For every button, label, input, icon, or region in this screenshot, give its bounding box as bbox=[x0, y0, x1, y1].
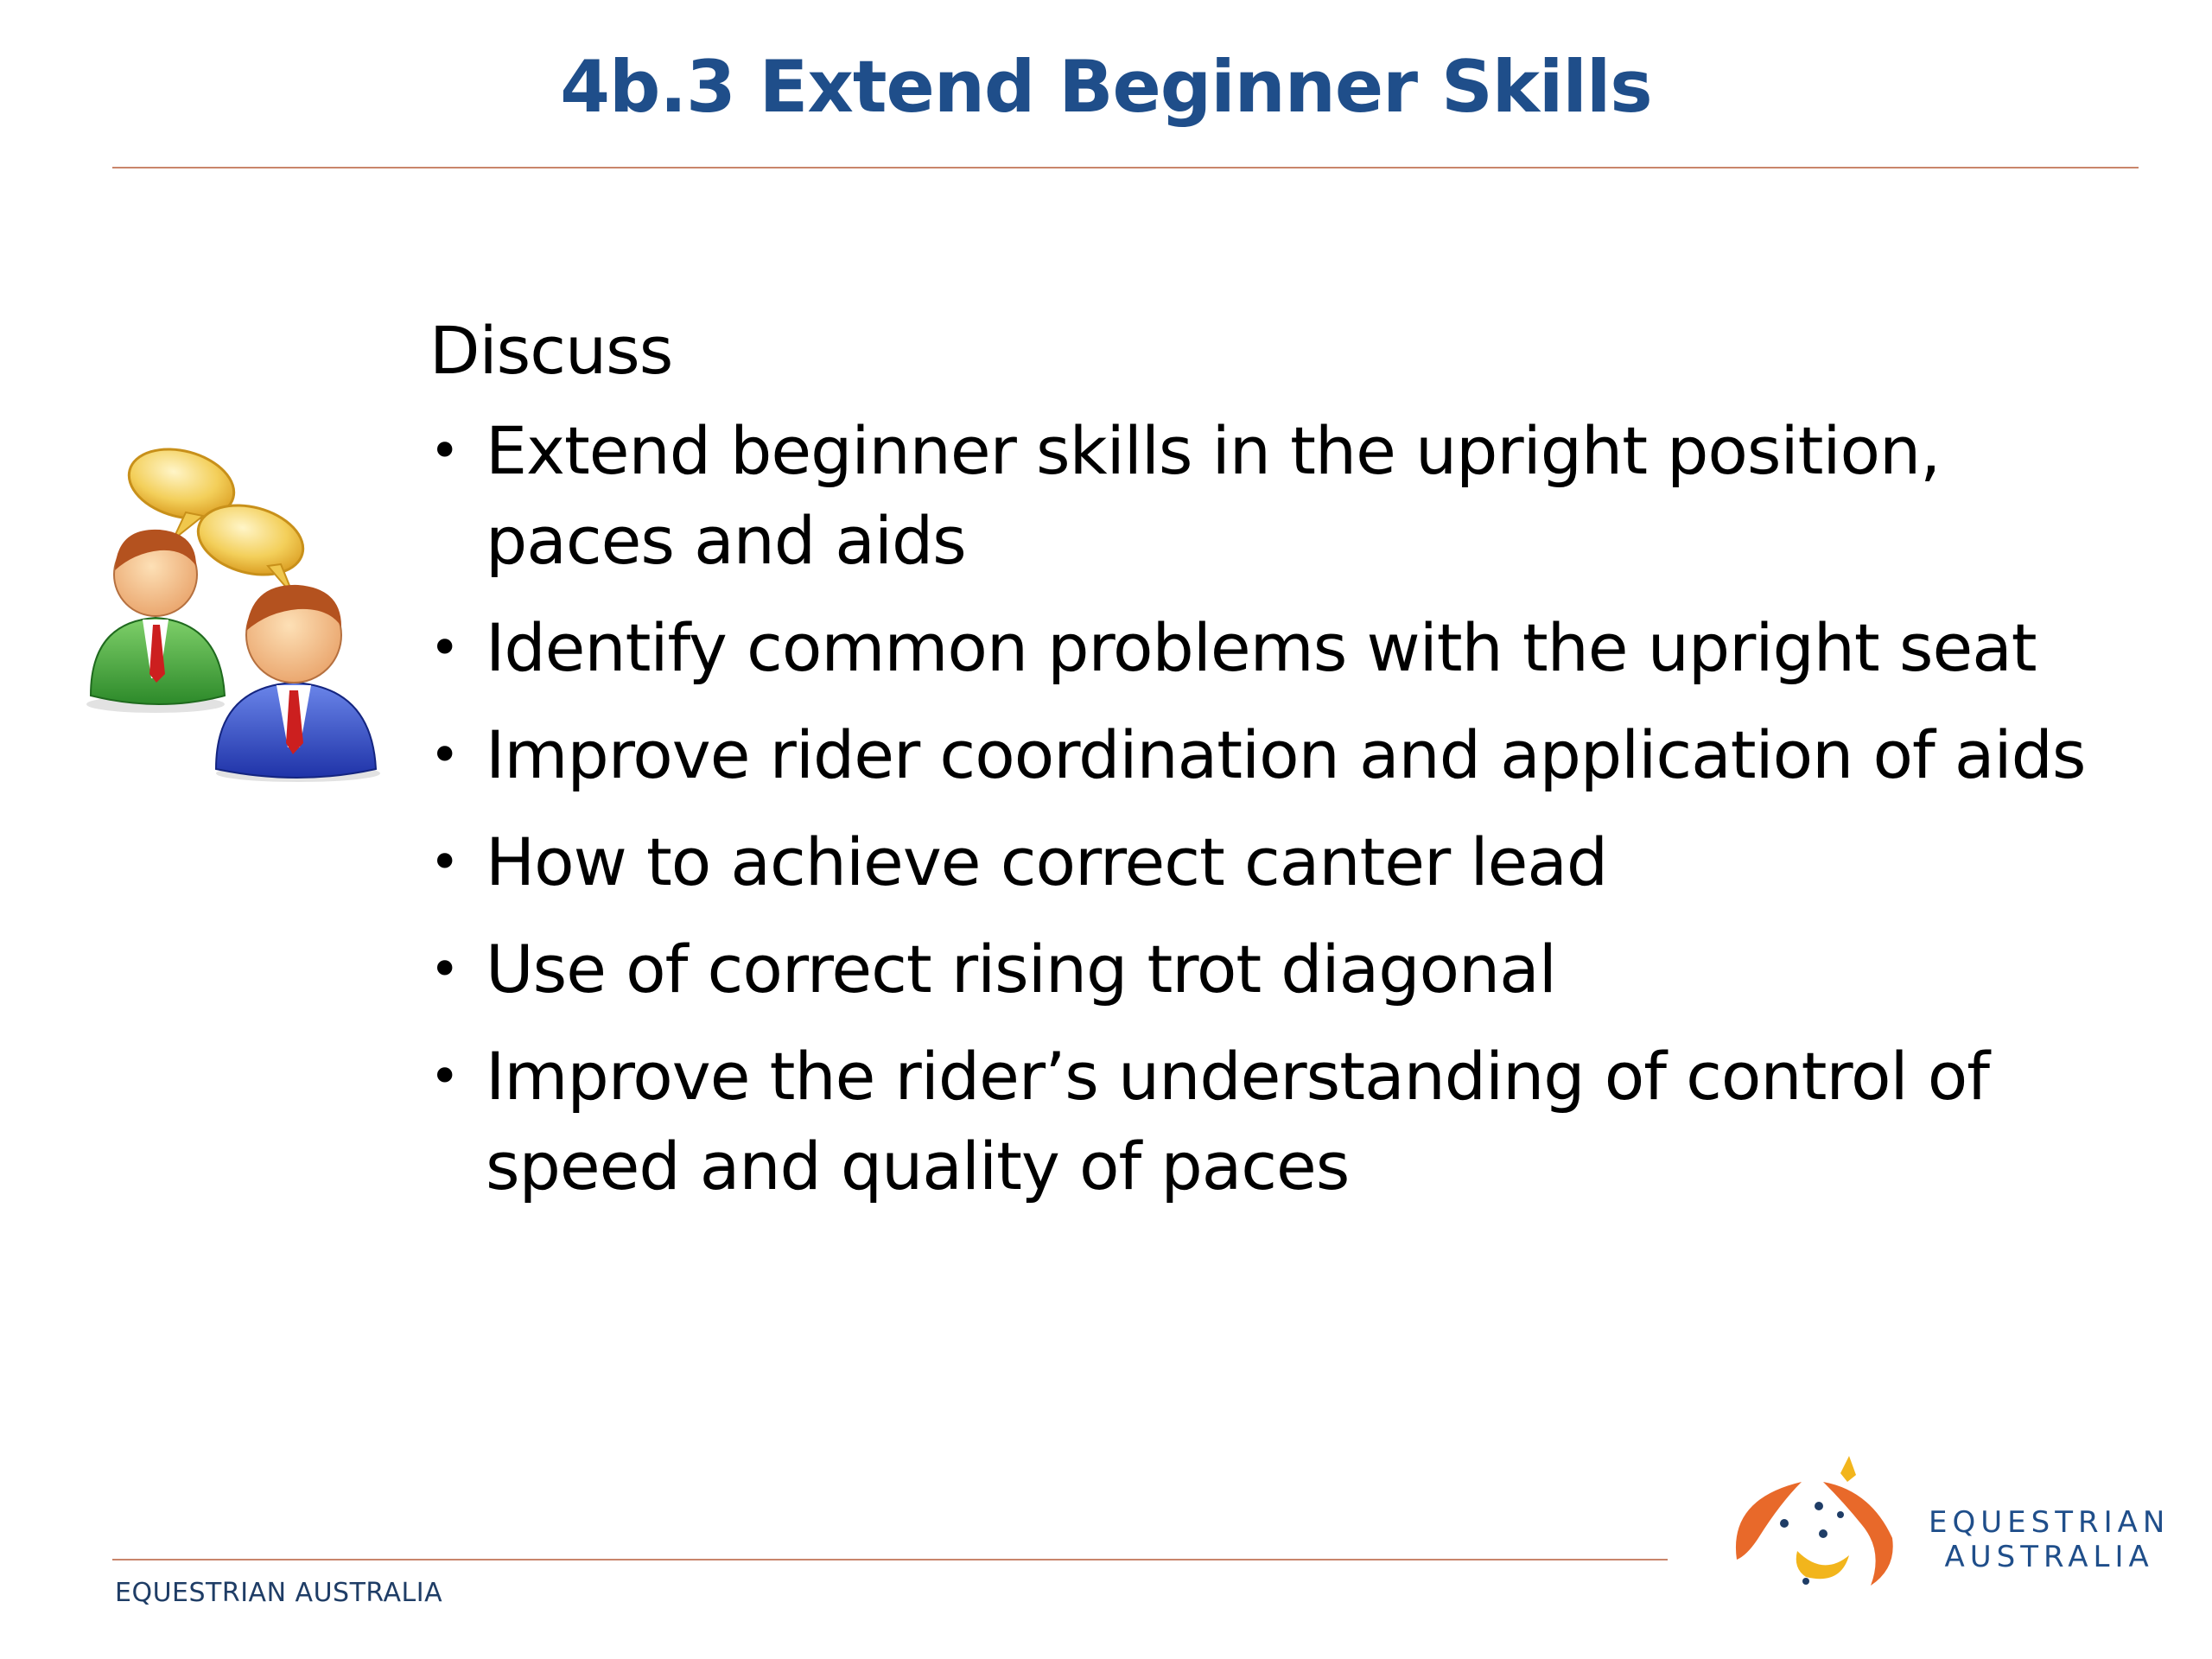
bullet-icon: • bbox=[429, 618, 460, 678]
bullet-list bbox=[429, 406, 2123, 1211]
bullet-icon: • bbox=[429, 725, 460, 785]
bullet-text: Identify common problems with the upright seat bbox=[486, 609, 2037, 686]
footer-text: EQUESTRIAN AUSTRALIA bbox=[115, 1578, 443, 1608]
bullet-icon: • bbox=[429, 1046, 460, 1107]
discuss-heading: Discuss bbox=[429, 312, 673, 389]
two-people-discussion-icon bbox=[82, 436, 423, 782]
bullet-text: Use of correct rising trot diagonal bbox=[486, 931, 1556, 1007]
list-item bbox=[429, 603, 2123, 693]
bullet-text: Improve rider coordination and application of aids bbox=[486, 716, 2086, 793]
logo-line-2: AUSTRALIA bbox=[1944, 1540, 2154, 1574]
list-item bbox=[429, 817, 2123, 907]
slide-content bbox=[429, 311, 2123, 1229]
bullet-text: How to achieve correct canter lead bbox=[486, 823, 1608, 900]
bottom-divider bbox=[112, 1559, 1668, 1560]
list-item bbox=[429, 925, 2123, 1014]
logo-wordmark bbox=[1929, 1505, 2170, 1574]
bullet-icon: • bbox=[429, 421, 460, 481]
logo-line-1: EQUESTRIAN bbox=[1929, 1505, 2171, 1540]
list-item bbox=[429, 710, 2123, 800]
list-item bbox=[429, 406, 2123, 586]
bullet-icon: • bbox=[429, 832, 460, 893]
top-divider bbox=[112, 167, 2139, 168]
bullet-text: Improve the rider’s understanding of control of speed and quality of paces bbox=[486, 1038, 1989, 1205]
slide-title: 4b.3 Extend Beginner Skills bbox=[560, 45, 1652, 129]
bullet-icon: • bbox=[429, 939, 460, 1000]
bullet-text: Extend beginner skills in the upright position, paces and aids bbox=[486, 412, 1941, 579]
list-item bbox=[429, 1032, 2123, 1211]
